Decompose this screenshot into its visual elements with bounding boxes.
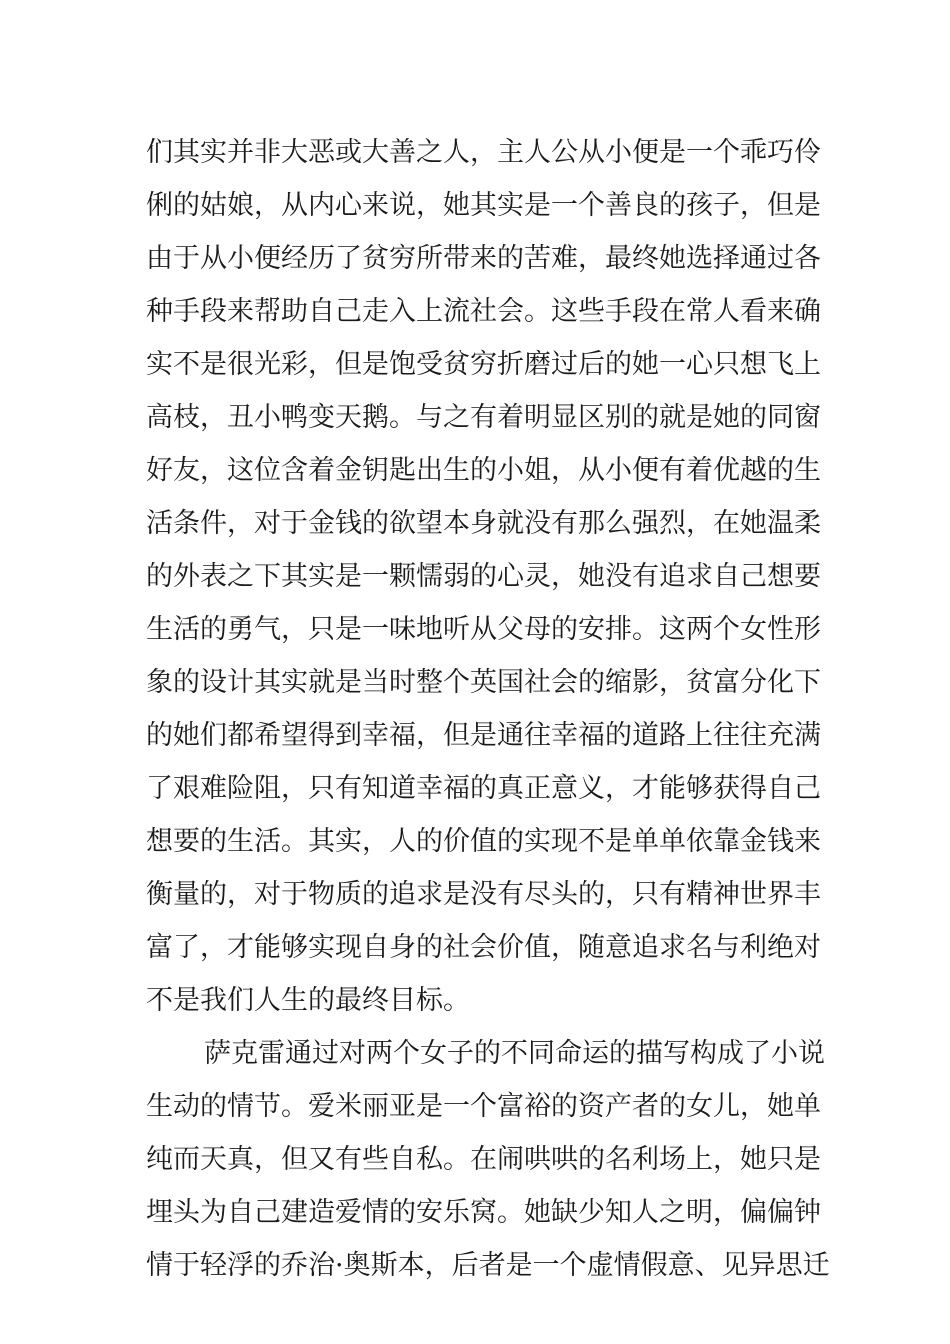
- paragraph-2: [146, 1027, 830, 1292]
- text-line: 情于轻浮的乔治·奥斯本，后者是一个虚情假意、见异思迁: [146, 1250, 830, 1281]
- text-line: 们其实并非大恶或大善之人，主人公从小便是一个乖巧伶: [146, 137, 821, 168]
- text-line: 的外表之下其实是一颗懦弱的心灵，她没有追求自己想要: [146, 561, 821, 592]
- text-line: 了艰难险阻，只有知道幸福的真正意义，才能够获得自己: [146, 773, 821, 804]
- text-line: 生活的勇气，只是一味地听从父母的安排。这两个女性形: [146, 614, 821, 645]
- text-line: 实不是很光彩，但是饱受贫穷折磨过后的她一心只想飞上: [146, 349, 821, 380]
- text-line: 好友，这位含着金钥匙出生的小姐，从小便有着优越的生: [146, 455, 821, 486]
- text-line: 的她们都希望得到幸福，但是通往幸福的道路上往往充满: [146, 720, 821, 751]
- body-text: [146, 126, 830, 1292]
- text-line: 高枝，丑小鸭变天鹅。与之有着明显区别的就是她的同窗: [146, 402, 821, 433]
- text-line: 衡量的，对于物质的追求是没有尽头的，只有精神世界丰: [146, 879, 821, 910]
- text-line: 富了，才能够实现自身的社会价值，随意追求名与利绝对: [146, 932, 821, 963]
- text-line: 由于从小便经历了贫穷所带来的苦难，最终她选择通过各: [146, 243, 821, 274]
- text-line: 想要的生活。其实，人的价值的实现不是单单依靠金钱来: [146, 826, 821, 857]
- text-line: 活条件，对于金钱的欲望本身就没有那么强烈，在她温柔: [146, 508, 821, 539]
- text-line: 种手段来帮助自己走入上流社会。这些手段在常人看来确: [146, 296, 821, 327]
- text-line: 俐的姑娘，从内心来说，她其实是一个善良的孩子，但是: [146, 190, 821, 221]
- text-line: 埋头为自己建造爱情的安乐窝。她缺少知人之明，偏偏钟: [146, 1197, 821, 1228]
- text-line: 不是我们人生的最终目标。: [146, 985, 470, 1016]
- paragraph-1: [146, 126, 821, 1027]
- text-line: 象的设计其实就是当时整个英国社会的缩影，贫富分化下: [146, 667, 821, 698]
- text-line: 纯而天真，但又有些自私。在闹哄哄的名利场上，她只是: [146, 1144, 821, 1175]
- text-line: 生动的情节。爱米丽亚是一个富裕的资产者的女儿，她单: [146, 1091, 821, 1122]
- text-line: 萨克雷通过对两个女子的不同命运的描写构成了小说: [204, 1038, 825, 1069]
